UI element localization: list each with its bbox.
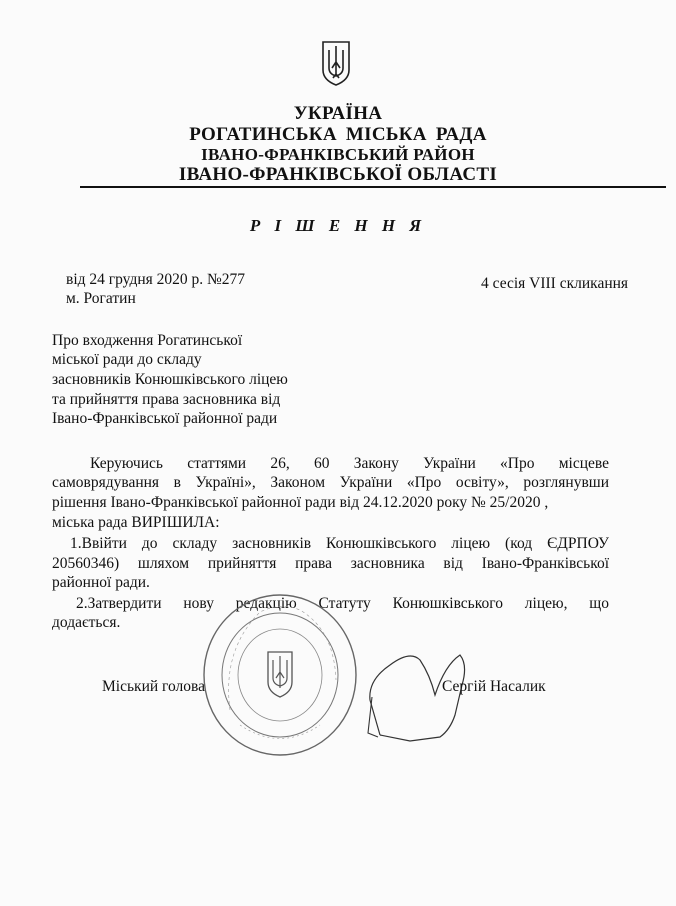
preamble-line: самоврядування в Україні», Законом України «Про освіту», розглянувши bbox=[52, 474, 609, 491]
subject-line: засновників Конюшківського ліцею bbox=[52, 371, 288, 388]
preamble-line: рішення Івано-Франківської районної ради від 24.12.2020 року № 25/2020 , bbox=[52, 494, 549, 511]
item-line: 2.Затвердити нову редакцію Статуту Конюшківського ліцею, що bbox=[76, 595, 609, 612]
preamble-line: міська рада ВИРІШИЛА: bbox=[52, 514, 220, 531]
date-number: від 24 грудня 2020 р. №277 bbox=[66, 271, 246, 288]
subject-line: Про входження Рогатинської bbox=[52, 332, 243, 349]
preamble-line: Керуючись статтями 26, 60 Закону України «Про місцеве bbox=[90, 455, 609, 472]
header-council: РОГАТИНСЬКА МІСЬКА РАДА bbox=[189, 124, 487, 145]
session: 4 сесія VIII скликання bbox=[481, 275, 629, 292]
subject-line: міської ради до складу bbox=[52, 351, 202, 368]
signature-name: Сергій Насалик bbox=[442, 678, 546, 695]
city: м. Рогатин bbox=[66, 290, 136, 307]
header-country: УКРАЇНА bbox=[293, 103, 383, 124]
header-oblast: ІВАНО-ФРАНКІВСЬКОЇ ОБЛАСТІ bbox=[178, 164, 498, 185]
subject-line: та прийняття права засновника від bbox=[52, 391, 281, 408]
item-line: 20560346) шляхом прийняття права засновника від Івано-Франківської bbox=[52, 555, 609, 572]
item-line: додається. bbox=[52, 614, 121, 631]
signature-position: Міський голова bbox=[102, 678, 206, 695]
trident-emblem-icon bbox=[320, 40, 352, 86]
subject-line: Івано-Франківської районної ради bbox=[52, 410, 278, 427]
official-stamp bbox=[200, 590, 360, 760]
header-divider bbox=[80, 186, 666, 188]
header-district: ІВАНО-ФРАНКІВСЬКИЙ РАЙОН bbox=[201, 145, 475, 164]
item-line: районної ради. bbox=[52, 574, 150, 591]
document-title: Р І Ш Е Н Н Я bbox=[249, 216, 427, 235]
item-line: 1.Ввійти до складу засновників Конюшківського ліцею (код ЄДРПОУ bbox=[70, 535, 609, 552]
